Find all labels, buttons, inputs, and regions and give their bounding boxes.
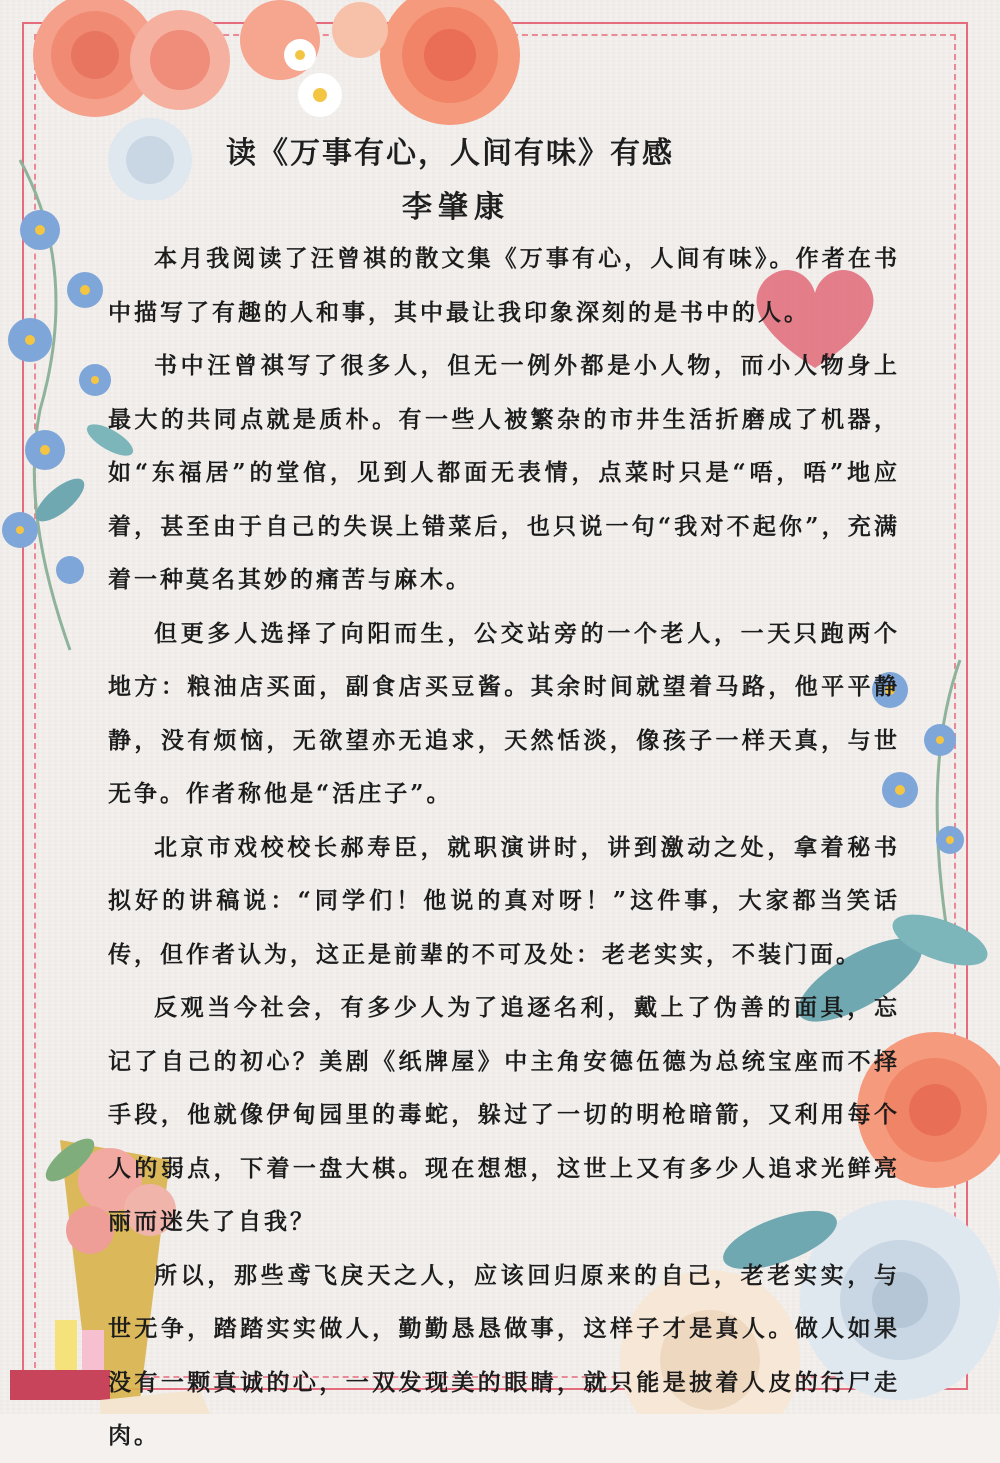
paragraph: 本月我阅读了汪曾祺的散文集《万事有心，人间有味》。作者在书中描写了有趣的人和事，其中最让我印象深刻的是书中的人。 — [108, 245, 900, 326]
paragraph: 反观当今社会，有多少人为了追逐名利，戴上了伪善的面具，忘记了自己的初心？美剧《纸牌屋》中主角安德伍德为总统宝座而不择手段，他就像伊甸园里的毒蛇，躲过了一切的明枪暗箭，又利用每个人的弱点，下着一盘大棋。现在想想，这世上又有多少人追求光鲜亮丽而迷失了自我？ — [108, 994, 900, 1235]
paragraph: 但更多人选择了向阳而生，公交站旁的一个老人，一天只跑两个地方：粮油店买面，副食店买豆酱。其余时间就望着马路，他平平静静，没有烦恼，无欲望亦无追求，天然恬淡，像孩子一样天真，与世无争。作者称他是“活庄子”。 — [108, 619, 900, 807]
author-name: 李肇康 — [402, 190, 510, 225]
paragraph: 北京市戏校校长郝寿臣，就职演讲时，讲到激动之处，拿着秘书拟好的讲稿说：“同学们！他说的真对呀！”这件事，大家都当笑话传，但作者认为，这正是前辈的不可及处：老老实实，不装门面。 — [108, 833, 900, 968]
paragraph: 所以，那些鸢飞戾天之人，应该回归原来的自己，老老实实，与世无争，踏踏实实做人，勤勤恳恳做事，这样子才是真人。做人如果没有一颗真诚的心，一双发现美的眼睛，就只能是披着人皮的行尸走肉。 — [108, 1261, 900, 1449]
paragraph: 书中汪曾祺写了很多人，但无一例外都是小人物，而小人物身上最大的共同点就是质朴。有一些人被繁杂的市井生活折磨成了机器，如“东福居”的堂倌，见到人都面无表情，点菜时只是“唔，唔”地应着，甚至由于自己的失误上错菜后，也只说一句“我对不起你”，充满着一种莫名其妙的痛苦与麻木。 — [108, 352, 900, 593]
essay-body — [108, 232, 900, 1463]
essay-title: 读《万事有心，人间有味》有感 — [226, 136, 674, 171]
